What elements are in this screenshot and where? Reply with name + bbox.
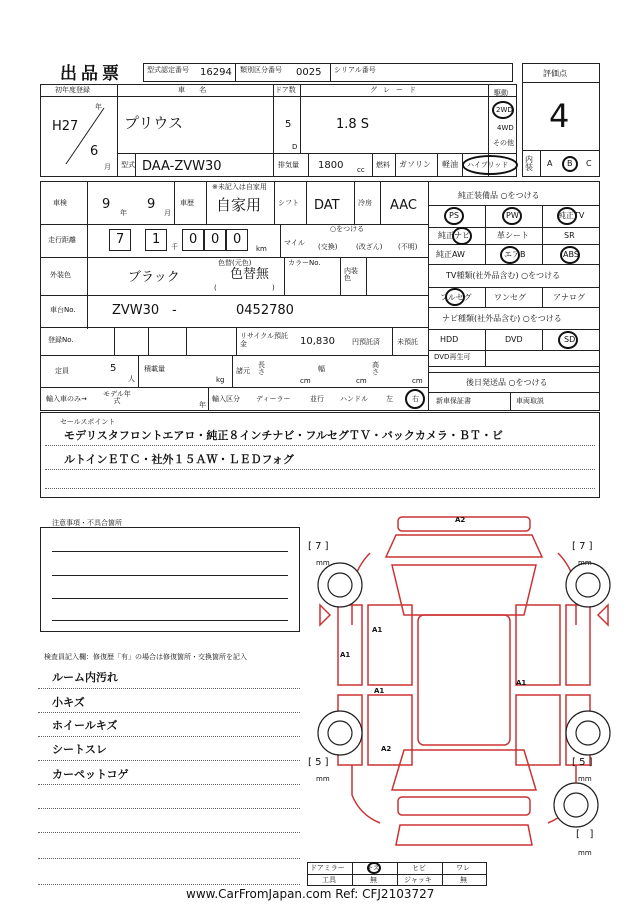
fuel-label: 燃料 bbox=[376, 161, 390, 169]
abs-circle bbox=[560, 246, 580, 264]
handle-right-circle bbox=[405, 389, 425, 409]
damage-mark: A1 bbox=[372, 626, 383, 634]
interior-b-circle bbox=[562, 156, 578, 172]
sd-circle bbox=[558, 331, 578, 349]
tread-rl-unit: mm bbox=[316, 775, 330, 783]
damage-mark: A1 bbox=[374, 687, 385, 695]
recycle-unit: 円預託済 bbox=[352, 338, 380, 346]
tool-value: 無 bbox=[370, 876, 377, 884]
tv-title: TV種類(社外品含む) ○をつける bbox=[446, 271, 561, 280]
equip-oem-tv: 純正TV bbox=[558, 211, 585, 220]
interior-c: C bbox=[586, 159, 592, 168]
reg-year-value: H27 bbox=[52, 119, 79, 134]
model-year-unit: 年 bbox=[199, 401, 206, 409]
category-value: 0025 bbox=[296, 67, 322, 78]
meter-exchange: (交換) bbox=[318, 243, 338, 251]
airbag-circle bbox=[500, 246, 520, 264]
serial-label: シリアル番号 bbox=[334, 66, 376, 74]
navi-dvd: DVD bbox=[505, 335, 523, 344]
interior-label: 内装 bbox=[525, 155, 533, 172]
mileage-unit: km bbox=[256, 245, 267, 253]
model-cert-label: 型式認定番号 bbox=[147, 66, 189, 74]
exterior-label: 外装色 bbox=[50, 271, 71, 279]
tread-spare-unit: mm bbox=[578, 849, 592, 857]
dvd-playback: DVD再生可 bbox=[434, 353, 471, 361]
exterior-value: ブラック bbox=[128, 270, 180, 285]
mirror-scratch-circle bbox=[367, 862, 381, 874]
note-item: ルーム内汚れ bbox=[52, 671, 118, 684]
parallel-label: 並行 bbox=[310, 395, 324, 403]
after-manual: 車両取説 bbox=[516, 397, 544, 405]
load-unit: kg bbox=[216, 376, 225, 384]
inspection-year-unit: 年 bbox=[120, 209, 127, 217]
equip-airbag: エアB bbox=[504, 250, 526, 259]
interior-a: A bbox=[547, 159, 553, 168]
recycle-label: リサイクル預託金 bbox=[240, 332, 289, 349]
circle-note: ○をつける bbox=[330, 225, 365, 233]
equip-oem-aw: 純正AW bbox=[436, 250, 465, 259]
model-cert-value: 16294 bbox=[200, 67, 232, 78]
sales-label: セールスポイント bbox=[60, 418, 116, 426]
chassis-dash: - bbox=[172, 303, 177, 318]
tv-oneseg: ワンセグ bbox=[494, 293, 526, 302]
tread-fr: [ 7 ] bbox=[572, 541, 593, 552]
after-warranty: 新車保証書 bbox=[436, 397, 471, 405]
drive-4wd: 4WD bbox=[497, 124, 514, 132]
drive-label: 駆動 bbox=[494, 89, 508, 97]
width-unit: cm bbox=[356, 377, 367, 385]
car-name-label: 車 名 bbox=[178, 86, 213, 94]
capacity-unit: 人 bbox=[128, 375, 135, 383]
watermark: www.CarFromJapan.com Ref: CFJ2103727 bbox=[186, 887, 435, 901]
mileage-digit: 7 bbox=[116, 232, 125, 247]
dims-label: 諸元 bbox=[236, 367, 250, 375]
equip-sr: SR bbox=[564, 231, 575, 240]
mileage-label: 走行距離 bbox=[48, 236, 76, 244]
tread-rl: [ 5 ] bbox=[308, 757, 329, 768]
year-unit: 年 bbox=[95, 103, 102, 111]
dealer-label: ディーラー bbox=[256, 395, 291, 403]
oem-title: 純正装備品 ○をつける bbox=[458, 191, 540, 200]
displacement-value: 1800 bbox=[318, 160, 344, 171]
interior-b: B bbox=[567, 159, 573, 168]
length-label: 長さ bbox=[258, 361, 265, 376]
month-unit: 月 bbox=[104, 163, 111, 171]
inspection-month-unit: 月 bbox=[164, 209, 171, 217]
mileage-digit: 0 bbox=[211, 232, 220, 247]
oem-navi-circle bbox=[452, 227, 472, 245]
shift-value: DAT bbox=[314, 198, 340, 213]
damage-mark: A2 bbox=[381, 745, 392, 753]
note-item: シートスレ bbox=[52, 743, 107, 756]
mirror-scratch: キズ bbox=[366, 864, 380, 872]
tread-fl-unit: mm bbox=[316, 559, 330, 567]
navi-hdd: HDD bbox=[440, 335, 459, 344]
cooler-label: 冷房 bbox=[358, 199, 372, 207]
inspection-label: 車検 bbox=[53, 199, 67, 207]
color-paren: ( bbox=[214, 284, 217, 292]
damage-mark: A2 bbox=[455, 516, 466, 524]
doors-label: ドア数 bbox=[275, 86, 296, 94]
jack-value: 無 bbox=[460, 876, 467, 884]
registration-label: 登録No. bbox=[48, 336, 74, 344]
note-item: ホイールキズ bbox=[52, 719, 118, 732]
fuel-gasoline: ガソリン bbox=[399, 160, 431, 169]
equip-ps: PS bbox=[449, 211, 459, 220]
width-label: 幅 bbox=[318, 365, 325, 373]
drive-2wd: 2WD bbox=[496, 106, 513, 114]
mirror-label: ドアミラー bbox=[310, 864, 345, 872]
rating-value: 4 bbox=[549, 97, 570, 135]
handle-right: 右 bbox=[412, 395, 419, 403]
mirror-break: ワレ bbox=[456, 864, 470, 872]
damage-mark: A1 bbox=[340, 651, 351, 659]
inspection-year: 9 bbox=[102, 197, 111, 212]
color-change-label: 色替(元色) bbox=[218, 259, 252, 267]
handle-left: 左 bbox=[386, 395, 393, 403]
fullseg-circle bbox=[445, 288, 465, 306]
tv-fullseg: フルセグ bbox=[440, 293, 472, 302]
equip-abs: ABS bbox=[563, 250, 579, 259]
recycle-status: 未預託 bbox=[397, 338, 418, 346]
navi-title: ナビ種類(社外品含む) ○をつける bbox=[442, 314, 562, 323]
tread-spare: [ ] bbox=[576, 829, 594, 840]
doors-value: 5 bbox=[285, 119, 292, 130]
length-unit: cm bbox=[300, 377, 311, 385]
doors-unit: D bbox=[292, 143, 298, 151]
mileage-digit: 1 bbox=[152, 232, 161, 247]
cooler-value: AAC bbox=[390, 198, 417, 213]
meter-unknown: (不明) bbox=[398, 243, 418, 251]
type-label: 型式 bbox=[121, 161, 135, 169]
color-no-label: カラーNo. bbox=[288, 259, 321, 267]
chassis-number: 0452780 bbox=[236, 303, 294, 318]
handle-label: ハンドル bbox=[340, 395, 368, 403]
shift-label: シフト bbox=[278, 199, 299, 207]
mileage-digit: 0 bbox=[233, 232, 242, 247]
chassis-prefix: ZVW30 bbox=[112, 303, 160, 318]
tread-fr-unit: mm bbox=[578, 559, 592, 567]
mirror-crack: ヒビ bbox=[412, 864, 426, 872]
history-note: ※未記入は自家用 bbox=[212, 183, 267, 191]
interior-color-label: 内装色 bbox=[344, 267, 358, 282]
tool-label: 工具 bbox=[322, 876, 336, 884]
equip-leather: 革シート bbox=[497, 231, 529, 240]
displacement-label: 排気量 bbox=[278, 161, 299, 169]
mileage-digit: 0 bbox=[189, 232, 198, 247]
displacement-unit: cc bbox=[357, 166, 365, 174]
grade-value: 1.8 S bbox=[336, 117, 370, 132]
inspection-month: 9 bbox=[147, 197, 156, 212]
history-value: 自家用 bbox=[216, 196, 262, 214]
inspector-label: 検査員記入欄：修復歴「有」の場合は修復箇所・交換箇所を記入 bbox=[44, 653, 247, 661]
history-label: 車歴 bbox=[180, 199, 194, 207]
model-year-label: モデル年式 bbox=[103, 390, 131, 405]
mileage-thousand-unit: 千 bbox=[171, 243, 178, 251]
drive-other: その他 bbox=[493, 139, 514, 147]
after-title: 後日発送品 ○をつける bbox=[466, 378, 548, 387]
notes-box bbox=[40, 527, 300, 632]
mile-label: マイル bbox=[284, 239, 305, 247]
category-label: 類別区分番号 bbox=[240, 66, 282, 74]
capacity-value: 5 bbox=[110, 363, 117, 374]
rating-label: 評価点 bbox=[543, 69, 567, 78]
equip-pw: PW bbox=[506, 211, 519, 220]
fuel-diesel: 軽油 bbox=[442, 160, 458, 169]
damage-mark: A1 bbox=[516, 679, 527, 687]
navi-sd: SD bbox=[564, 335, 576, 344]
notes-label: 注意事項・不具合箇所 bbox=[52, 519, 122, 527]
capacity-label: 定員 bbox=[55, 367, 69, 375]
fuel-hybrid-circle bbox=[462, 155, 518, 175]
chassis-label: 車台No. bbox=[50, 306, 76, 314]
meter-tamper: (改ざん) bbox=[356, 243, 383, 251]
tv-analog: アナログ bbox=[553, 293, 585, 302]
color-paren: ) bbox=[272, 284, 275, 292]
car-name-value: プリウス bbox=[124, 114, 183, 132]
equip-oem-navi: 純正ナビ bbox=[438, 231, 470, 240]
form-title: 出品票 bbox=[60, 64, 123, 84]
drive-2wd-circle bbox=[492, 101, 514, 119]
type-value: DAA-ZVW30 bbox=[142, 159, 222, 174]
grade-label: グレード bbox=[370, 86, 422, 94]
jack-label: ジャッキ bbox=[404, 876, 432, 884]
sales-line-2: ルトインＥＴＣ・社外１５ＡＷ・ＬＥＤフォグ bbox=[64, 453, 294, 466]
color-change-value: 色替無 bbox=[230, 267, 270, 282]
fuel-hybrid: ハイブリッド bbox=[467, 161, 509, 169]
note-item: 小キズ bbox=[52, 696, 85, 709]
import-label: 輸入車のみ→ bbox=[46, 395, 87, 403]
header-id-row bbox=[143, 63, 513, 82]
pw-circle bbox=[502, 207, 522, 225]
tread-rr-unit: mm bbox=[578, 775, 592, 783]
height-label: 高さ bbox=[372, 361, 379, 376]
tread-rr: [ 5 ] bbox=[572, 757, 593, 768]
height-unit: cm bbox=[412, 377, 423, 385]
note-item: カーペットコゲ bbox=[52, 768, 129, 781]
first-reg-label: 初年度登録 bbox=[55, 86, 90, 94]
oem-tv-circle bbox=[557, 207, 577, 225]
load-label: 積載量 bbox=[144, 365, 165, 373]
reg-month-value: 6 bbox=[90, 144, 99, 159]
ps-circle bbox=[444, 207, 464, 225]
sales-line-1: モデリスタフロントエアロ・純正８インチナビ・フルセグＴＶ・バックカメラ・ＢＴ・ビ bbox=[64, 429, 503, 442]
tread-fl: [ 7 ] bbox=[308, 541, 329, 552]
recycle-value: 10,830 bbox=[300, 336, 335, 347]
import-class-label: 輸入区分 bbox=[212, 395, 240, 403]
